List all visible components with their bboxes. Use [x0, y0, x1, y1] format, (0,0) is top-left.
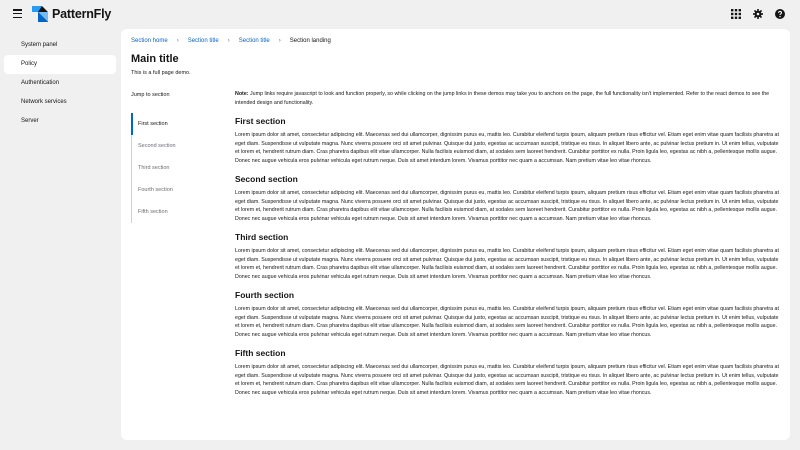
- brand-name: PatternFly: [52, 7, 112, 21]
- sidebar-item-policy[interactable]: Policy: [4, 55, 116, 74]
- section-heading: Third section: [235, 232, 289, 242]
- jump-link-first-section[interactable]: First section: [132, 113, 213, 135]
- chevron-right-icon: ›: [227, 38, 230, 44]
- note-text: [235, 90, 781, 107]
- jump-links-label: Jump to section: [131, 92, 170, 98]
- section-body: Lorem ipsum dolor sit amet, consectetur adipiscing elit. Maecenas sed dui ullamcorper, dignissim purus eu, mattis leo. Curabitur eleifend turpis ipsum, aliquam pretium risus efficitur vel. Etiam eget enim vitae quam facilisis pharetra at eget diam. Suspendisse ut vulputate magna. Nunc viverra posuere orci sit amet pulvinar. Quisque dui justo, egestas ac accumsan suscipit, tristique eu risus. In aliquet libero ante, ac pulvinar lectus pretium in. Ut enim tellus, vulputate et lorem et, hendrerit rutrum diam. Cras pharetra dapibus elit vitae ullamcorper. Nulla facilisis euismod diam, at sodales sem laoreet hendrerit. Curabitur porttitor ex nulla. Proin ligula leo, egestas ac nibh a, pellentesque mollis augue. Donec nec augue vehicula eros pulvinar vehicula eget rutrum neque. Duis sit amet interdum lorem. Vivamus porttitor nec quam a accumsan. Nam pretium vitae leo vitae rhoncus.: [235, 364, 779, 396]
- sidebar-item-system-panel[interactable]: System panel: [21, 42, 58, 48]
- breadcrumb-current: Section landing: [289, 38, 331, 44]
- masthead: [0, 0, 800, 28]
- sidebar-nav: [0, 28, 118, 450]
- section-body: Lorem ipsum dolor sit amet, consectetur adipiscing elit. Maecenas sed dui ullamcorper, dignissim purus eu, mattis leo. Curabitur eleifend turpis ipsum, aliquam pretium risus efficitur vel. Etiam eget enim vitae quam facilisis pharetra at eget diam. Suspendisse ut vulputate magna. Nunc viverra posuere orci sit amet pulvinar. Quisque dui justo, egestas ac accumsan suscipit, tristique eu risus. In aliquet libero ante, ac pulvinar lectus pretium in. Ut enim tellus, vulputate et lorem et, hendrerit rutrum diam. Cras pharetra dapibus elit vitae ullamcorper. Nulla facilisis euismod diam, at sodales sem laoreet hendrerit. Curabitur porttitor ex nulla. Proin ligula leo, egestas ac nibh a, pellentesque mollis augue. Donec nec augue vehicula eros pulvinar vehicula eget rutrum neque. Duis sit amet interdum lorem. Vivamus porttitor nec quam a accumsan. Nam pretium vitae leo vitae rhoncus.: [235, 248, 779, 280]
- gear-icon[interactable]: [752, 8, 764, 20]
- sidebar-item-authentication[interactable]: Authentication: [21, 80, 60, 86]
- page-subtitle: This is a full page demo.: [131, 70, 191, 76]
- section-body: Lorem ipsum dolor sit amet, consectetur adipiscing elit. Maecenas sed dui ullamcorper, dignissim purus eu, mattis leo. Curabitur eleifend turpis ipsum, aliquam pretium risus efficitur vel. Etiam eget enim vitae quam facilisis pharetra at eget diam. Suspendisse ut vulputate magna. Nunc viverra posuere orci sit amet pulvinar. Quisque dui justo, egestas ac accumsan suscipit, tristique eu risus. In aliquet libero ante, ac pulvinar lectus pretium in. Ut enim tellus, vulputate et lorem et, hendrerit rutrum diam. Cras pharetra dapibus elit vitae ullamcorper. Nulla facilisis euismod diam, at sodales sem laoreet hendrerit. Curabitur porttitor ex nulla. Proin ligula leo, egestas ac nibh a, pellentesque mollis augue. Donec nec augue vehicula eros pulvinar vehicula eget rutrum neque. Duis sit amet interdum lorem. Vivamus porttitor nec quam a accumsan. Nam pretium vitae leo vitae rhoncus.: [235, 306, 779, 338]
- jump-link-fifth-section[interactable]: Fifth section: [138, 209, 168, 215]
- section-third: [235, 231, 781, 281]
- chevron-right-icon: ›: [176, 38, 179, 44]
- note-prefix: Note:: [235, 91, 249, 97]
- masthead-tools: [730, 8, 786, 20]
- brand-logo[interactable]: [32, 6, 111, 22]
- section-body: Lorem ipsum dolor sit amet, consectetur adipiscing elit. Maecenas sed dui ullamcorper, dignissim purus eu, mattis leo. Curabitur eleifend turpis ipsum, aliquam pretium risus efficitur vel. Etiam eget enim vitae quam facilisis pharetra at eget diam. Suspendisse ut vulputate magna. Nunc viverra posuere orci sit amet pulvinar. Quisque dui justo, egestas ac accumsan suscipit, tristique eu risus. In aliquet libero ante, ac pulvinar lectus pretium in. Ut enim tellus, vulputate et lorem et, hendrerit rutrum diam. Cras pharetra dapibus elit vitae ullamcorper. Nulla facilisis euismod diam, at sodales sem laoreet hendrerit. Curabitur porttitor ex nulla. Proin ligula leo, egestas ac nibh a, pellentesque mollis augue. Donec nec augue vehicula eros pulvinar vehicula eget rutrum neque. Duis sit amet interdum lorem. Vivamus porttitor nec quam a accumsan. Nam pretium vitae leo vitae rhoncus.: [235, 132, 779, 164]
- jump-link-second-section[interactable]: Second section: [138, 143, 176, 149]
- help-icon[interactable]: [774, 8, 786, 20]
- section-first: [235, 115, 781, 165]
- section-heading: Fourth section: [235, 290, 295, 300]
- breadcrumb: [131, 38, 331, 44]
- section-body: Lorem ipsum dolor sit amet, consectetur adipiscing elit. Maecenas sed dui ullamcorper, dignissim purus eu, mattis leo. Curabitur eleifend turpis ipsum, aliquam pretium risus efficitur vel. Etiam eget enim vitae quam facilisis pharetra at eget diam. Suspendisse ut vulputate magna. Nunc viverra posuere orci sit amet pulvinar. Quisque dui justo, egestas ac accumsan suscipit, tristique eu risus. In aliquet libero ante, ac pulvinar lectus pretium in. Ut enim tellus, vulputate et lorem et, hendrerit rutrum diam. Cras pharetra dapibus elit vitae ullamcorper. Nulla facilisis euismod diam, at sodales sem laoreet hendrerit. Curabitur porttitor ex nulla. Proin ligula leo, egestas ac nibh a, pellentesque mollis augue. Donec nec augue vehicula eros pulvinar vehicula eget rutrum neque. Duis sit amet interdum lorem. Vivamus porttitor nec quam a accumsan. Nam pretium vitae leo vitae rhoncus.: [235, 190, 779, 222]
- note-body: Jump links require javascript to look and function properly, so while clicking on the jump links in these demos may take you to anchors on the page, the full functionality isn't implemented. Refer to the react demos to see the intended design and functionality.: [235, 91, 770, 106]
- page-title: Main title: [131, 53, 179, 65]
- grid-icon[interactable]: [730, 8, 742, 20]
- breadcrumb-link-section-title-1[interactable]: Section title: [187, 38, 219, 44]
- section-heading: First section: [235, 116, 286, 126]
- section-heading: Second section: [235, 174, 298, 184]
- section-heading: Fifth section: [235, 348, 286, 358]
- jump-link-fourth-section[interactable]: Fourth section: [138, 187, 173, 193]
- main-content-card: [121, 29, 790, 440]
- patternfly-logo-icon: [32, 6, 48, 22]
- jump-links: [131, 113, 213, 223]
- section-fifth: [235, 347, 781, 397]
- sidebar-item-server[interactable]: Server: [21, 118, 39, 124]
- content-area: [235, 90, 781, 397]
- breadcrumb-link-section-title-2[interactable]: Section title: [238, 38, 270, 44]
- sidebar-item-network-services[interactable]: Network services: [21, 99, 67, 105]
- chevron-right-icon: ›: [278, 38, 281, 44]
- breadcrumb-link-section-home[interactable]: Section home: [131, 38, 168, 44]
- jump-link-third-section[interactable]: Third section: [138, 165, 170, 171]
- section-fourth: [235, 289, 781, 339]
- menu-icon[interactable]: [13, 9, 22, 18]
- section-second: [235, 173, 781, 223]
